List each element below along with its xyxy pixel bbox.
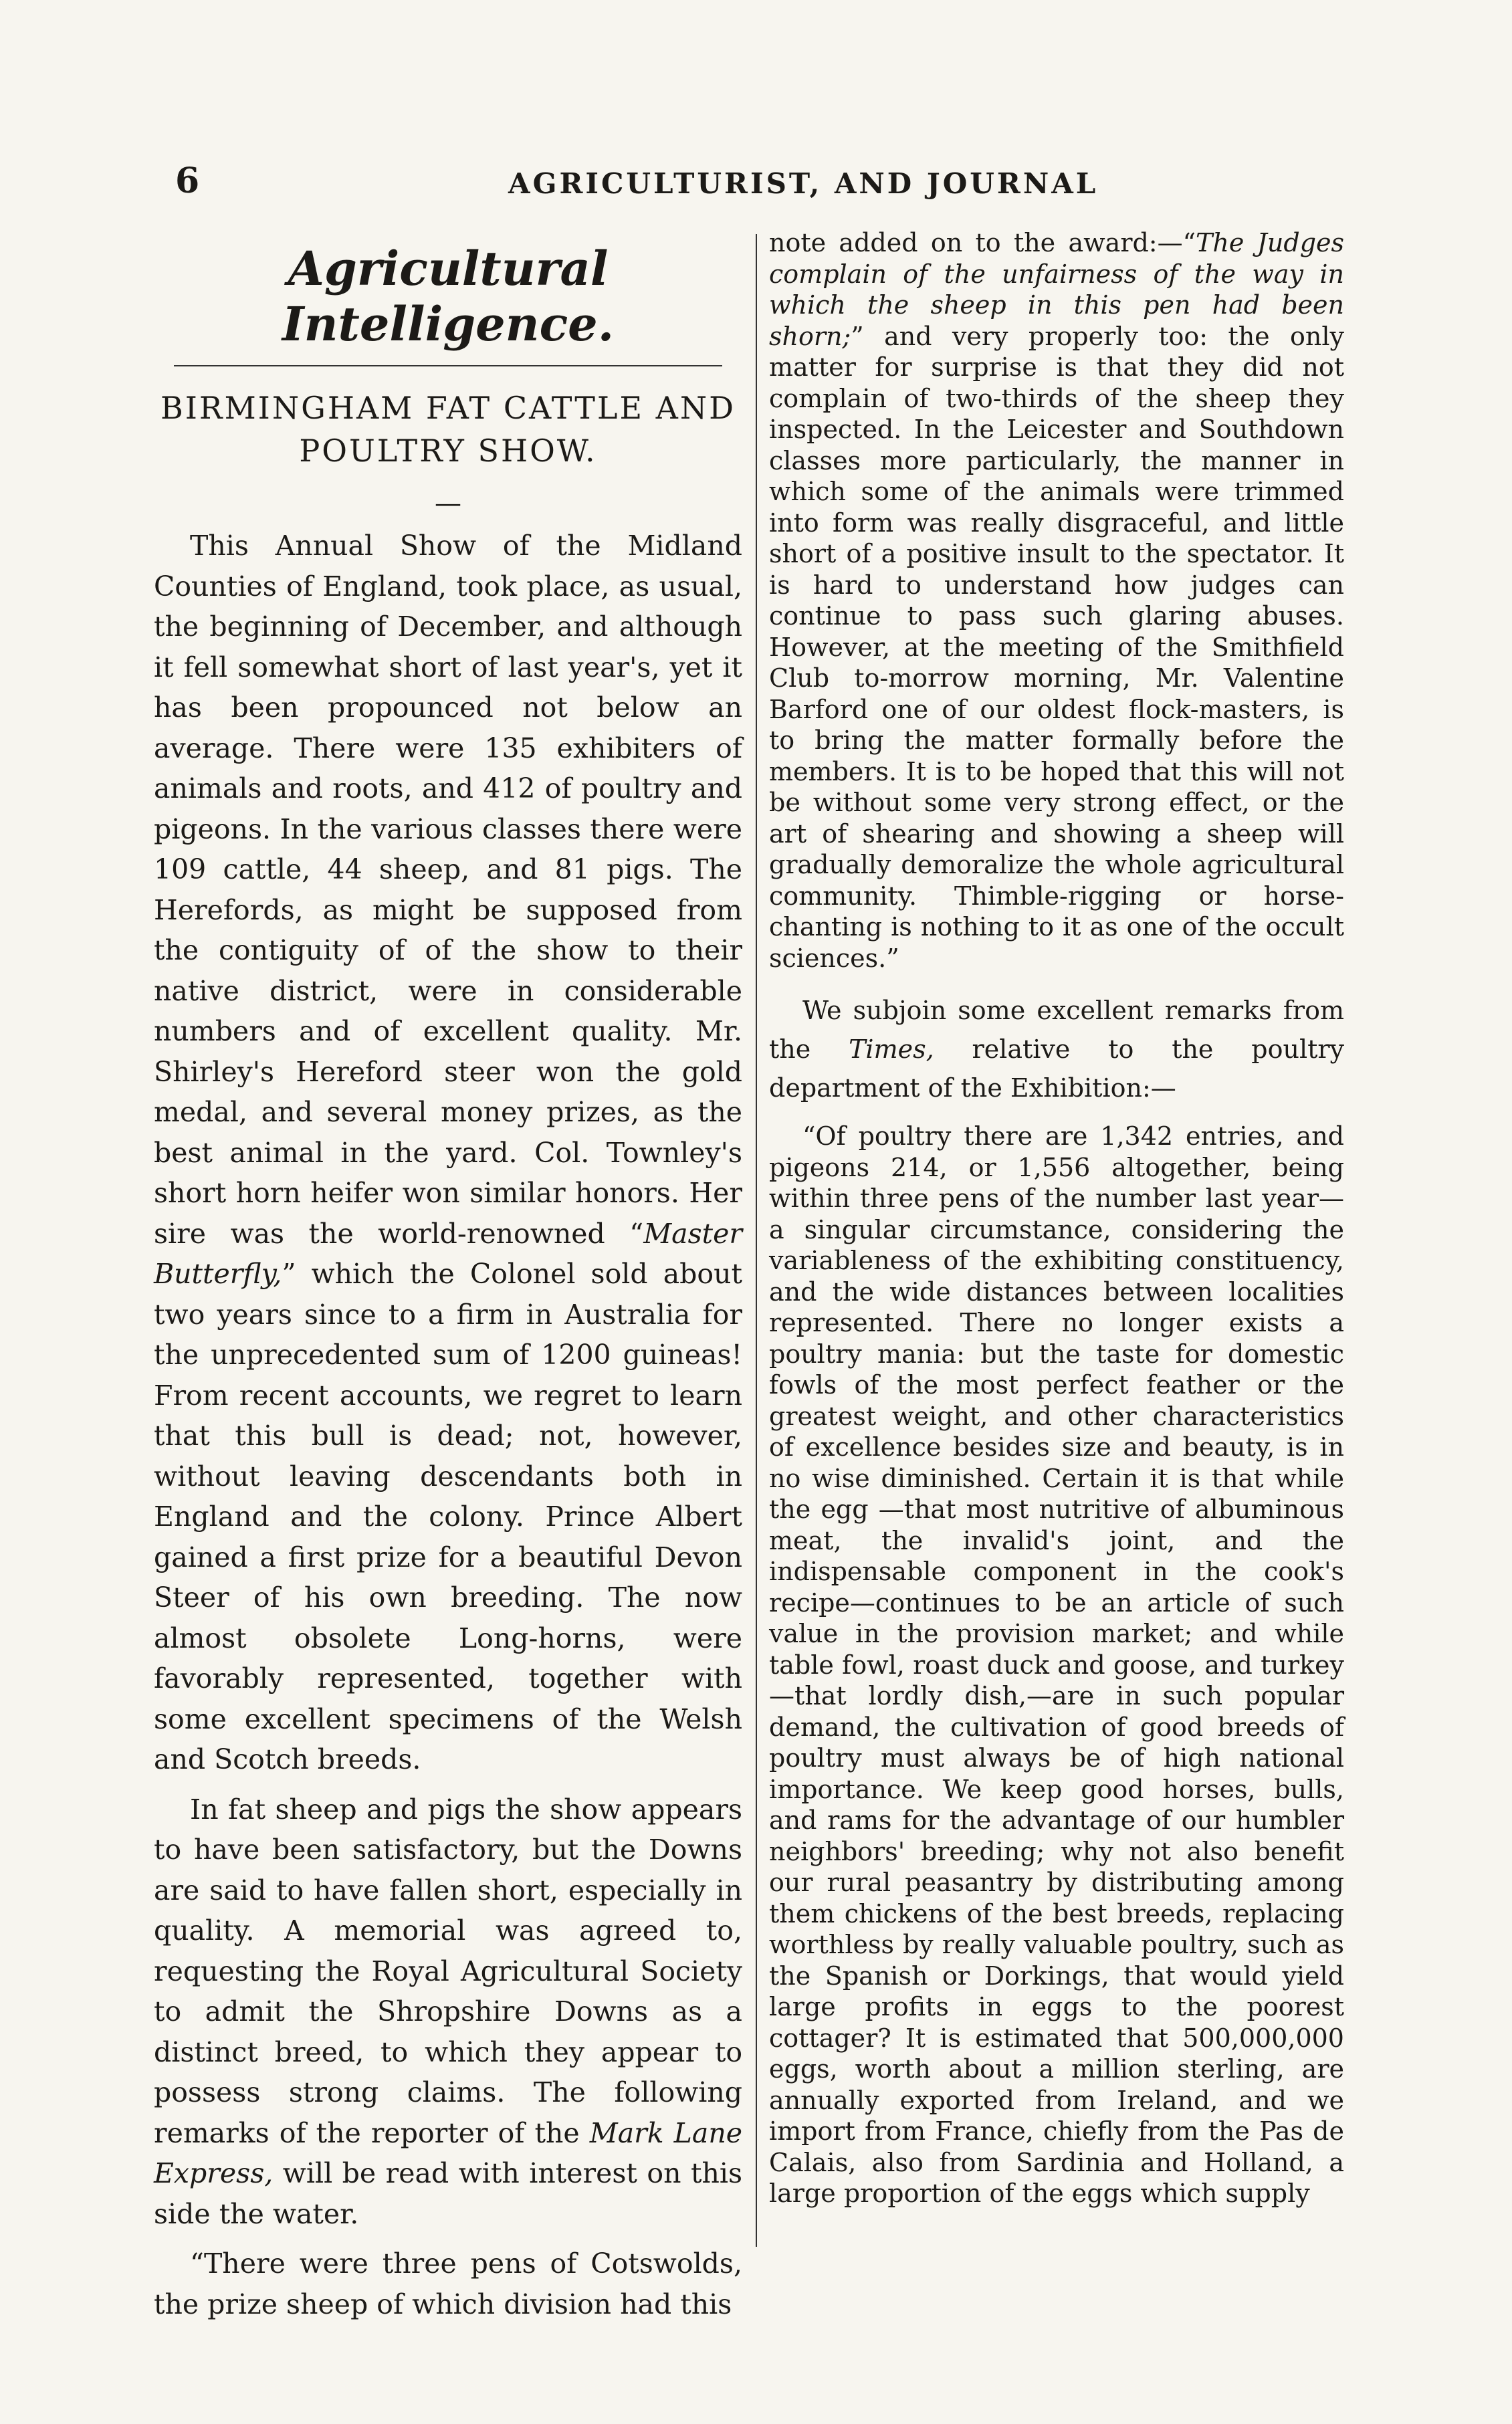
article-title-line-2: POULTRY SHOW. (299, 433, 597, 469)
right-p1-text-b: ” and very properly too: the only matter for surprise is that they did not complain of two-thirds of the sheep they inspected. In the Leicester and Southdown classes more particularly, the manner in which some of the animals were trimmed into form was really disgraceful, and little short of a positive insult to the spectator. It is hard to understand how judges can continue to pass such glaring abuses. However, at the meeting of the Smithfield Club to-morrow morning, Mr. Valentine Barford one of our oldest flock-masters, is to bring the matter formally before the members. It is to be hoped that this will not be without some very strong effect, or the art of shearing and showing a sheep will gradually demoralize the whole agricultural community. Thimble-rigging or horse-chanting is nothing to it as one of the occult sciences.” (769, 321, 1344, 973)
right-paragraph-2 (769, 991, 1344, 1107)
title-dash: — (435, 488, 461, 519)
right-p2-text-b: relative to the poultry department of the Exhibition:— (769, 1034, 1344, 1103)
article-title-line-1: BIRMINGHAM FAT CATTLE AND (160, 390, 736, 426)
right-paragraph-1 (769, 227, 1344, 974)
left-p1-italic: Master Butterfly, (154, 1217, 742, 1290)
left-paragraph-3: “There were three pens of Cotswolds, the prize sheep of which division had this (154, 2247, 742, 2320)
running-head: AGRICULTURIST, AND JOURNAL (508, 167, 1099, 200)
left-paragraph-2 (154, 1789, 742, 2235)
right-column (769, 227, 1344, 2209)
left-p2-text-b: will be read with interest on this side the water. (154, 2157, 742, 2230)
page-number: 6 (175, 160, 200, 201)
right-p2-text-a: We subjoin some excellent remarks from the (769, 996, 1344, 1064)
left-p2-text-a: In fat sheep and pigs the show appears to have been satisfactory, but the Downs are said to have fallen short, especially in quality. A memorial was agreed to, requesting the Royal Agricultural Society to admit the Shropshire Downs as a distinct breed, to which they appear to possess strong claims. The following remarks of the reporter of the (154, 1793, 742, 2149)
section-title: Agricultural Intelligence. (282, 241, 615, 352)
left-column (154, 227, 742, 2324)
left-p1-text-b: ” which the Colonel sold about two years since to a firm in Australia for the unprecedented sum of 1200 guineas! From recent accounts, we regret to learn that this bull is dead; not, however, without leaving descendants both in England and the colony. Prince Albert gained a first prize for a beautiful Devon Steer of his own breeding. The now almost obsolete Long-horns, were favorably represented, together with some excellent specimens of the Welsh and Scotch breeds. (154, 1258, 742, 1775)
left-paragraph-1 (154, 526, 742, 1780)
right-paragraph-3: “Of poultry there are 1,342 entries, and pigeons 214, or 1,556 altogether, being within three pens of the number last year—a singular circumstance, considering the variableness of the exhibiting constituency, and the wide distances between localities represented. There no longer exists a poultry mania: but the taste for domestic fowls of the most perfect feather or the greatest weight, and other characteristics of excellence besides size and beauty, is in no wise diminished. Certain it is that while the egg —that most nutritive of albuminous meat, the invalid's joint, and the indispensable component in the cook's recipe—continues to be an article of such value in the provision market; and while table fowl, roast duck and goose, and turkey—that lordly dish,—are in such popular demand, the cultivation of good breeds of poultry must always be of high national importance. We keep good horses, bulls, and rams for the advantage of our humbler neighbors' breeding; why not also benefit our rural peasantry by distributing among them chickens of the best breeds, replacing worthless by really valuable poultry, such as the Spanish or Dorkings, that would yield large profits in eggs to the poorest cottager? It is estimated that 500,000,000 eggs, worth about a million sterling, are annually exported from Ireland, and we import from France, chiefly from the Pas de Calais, also from Sardinia and Holland, a large proportion of the eggs which supply (769, 1121, 1344, 2208)
section-rule (174, 365, 722, 366)
right-p1-text-a: note added on to the award:—“ (769, 228, 1196, 257)
column-divider (756, 234, 757, 2247)
article-title (154, 387, 742, 472)
right-p2-italic: Times, (849, 1034, 934, 1064)
right-p1-italic: The Judges complain of the unfairness of the way in which the sheep in this pen had been shorn; (769, 228, 1345, 351)
left-p2-italic: Mark Lane Express, (154, 2116, 742, 2189)
left-p1-text-a: This Annual Show of the Midland Counties of England, took place, as usual, the beginning of December, and although it fell somewhat short of last year's, yet it has been propounced not below an average. There were 135 exhibiters of animals and roots, and 412 of poultry and pigeons. In the various classes there were 109 cattle, 44 sheep, and 81 pigs. The Herefords, as might be supposed from the contiguity of of the show to their native district, were in considerable numbers and of excellent quality. Mr. Shirley's Hereford steer won the gold medal, and several money prizes, as the best animal in the yard. Col. Townley's short horn heifer won similar honors. Her sire was the world-renowned “ (154, 530, 742, 1250)
